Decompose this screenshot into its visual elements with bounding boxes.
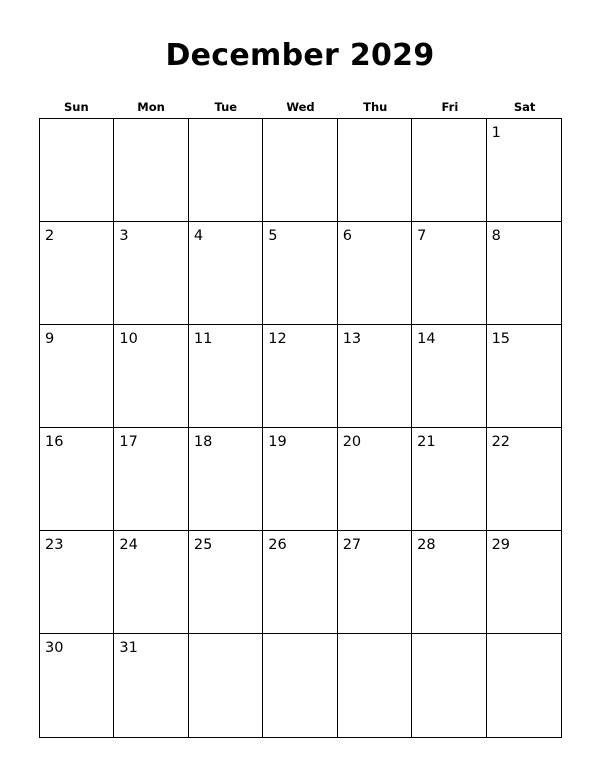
day-number: 8 (491, 228, 501, 244)
day-cell[interactable] (114, 428, 188, 531)
day-cell[interactable] (114, 634, 188, 737)
day-cell[interactable] (263, 325, 337, 428)
day-cell[interactable] (412, 222, 486, 325)
day-cell[interactable] (487, 428, 561, 531)
day-cell[interactable] (338, 531, 412, 634)
day-number: 5 (268, 228, 278, 244)
weekday-mon: Mon (137, 100, 165, 114)
day-number: 7 (417, 228, 427, 244)
day-cell[interactable] (189, 222, 263, 325)
day-number: 30 (45, 640, 64, 656)
weekday-header-row (39, 99, 562, 115)
day-cell[interactable] (263, 222, 337, 325)
day-cell[interactable] (338, 222, 412, 325)
day-number: 14 (417, 331, 436, 347)
day-cell[interactable] (189, 325, 263, 428)
day-number: 17 (119, 434, 138, 450)
day-number: 3 (119, 228, 129, 244)
day-cell[interactable] (412, 634, 486, 737)
day-cell[interactable] (263, 531, 337, 634)
day-cell[interactable] (412, 531, 486, 634)
day-number: 28 (417, 537, 436, 553)
day-cell[interactable] (263, 119, 337, 222)
day-cell[interactable] (412, 119, 486, 222)
weekday-sat: Sat (513, 100, 536, 114)
weekday-sun: Sun (64, 100, 89, 114)
day-cell[interactable] (338, 119, 412, 222)
day-cell[interactable] (189, 119, 263, 222)
day-number: 9 (45, 331, 55, 347)
day-cell[interactable] (114, 119, 188, 222)
day-cell[interactable] (487, 531, 561, 634)
day-cell[interactable] (40, 119, 114, 222)
day-number: 6 (342, 228, 352, 244)
day-cell[interactable] (338, 325, 412, 428)
day-number: 20 (342, 434, 362, 450)
day-cell[interactable] (412, 325, 486, 428)
day-cell[interactable] (40, 325, 114, 428)
day-cell[interactable] (40, 531, 114, 634)
day-cell[interactable] (40, 428, 114, 531)
day-cell[interactable] (338, 634, 412, 737)
day-cell[interactable] (487, 222, 561, 325)
day-cell[interactable] (487, 634, 561, 737)
day-number: 29 (491, 537, 511, 553)
day-number: 15 (491, 331, 511, 347)
day-cell[interactable] (412, 428, 486, 531)
calendar-title: December 2029 (165, 38, 435, 73)
day-number: 24 (119, 537, 138, 553)
day-number: 25 (193, 537, 213, 553)
day-number: 1 (491, 125, 501, 141)
day-number: 27 (342, 537, 362, 553)
weekday-wed: Wed (286, 100, 315, 114)
calendar-grid (39, 118, 562, 738)
day-cell[interactable] (189, 428, 263, 531)
day-cell[interactable] (114, 531, 188, 634)
day-number: 19 (268, 434, 287, 450)
day-number: 26 (268, 537, 287, 553)
day-cell[interactable] (487, 119, 561, 222)
day-cell[interactable] (114, 222, 188, 325)
day-number: 13 (342, 331, 362, 347)
day-number: 31 (119, 640, 138, 656)
day-number: 22 (491, 434, 511, 450)
day-number: 11 (193, 331, 213, 347)
day-cell[interactable] (263, 634, 337, 737)
day-cell[interactable] (189, 634, 263, 737)
day-cell[interactable] (40, 634, 114, 737)
day-number: 21 (417, 434, 436, 450)
day-cell[interactable] (189, 531, 263, 634)
day-number: 16 (45, 434, 64, 450)
day-cell[interactable] (263, 428, 337, 531)
day-number: 18 (193, 434, 213, 450)
day-cell[interactable] (487, 325, 561, 428)
day-number: 2 (45, 228, 55, 244)
day-cell[interactable] (114, 325, 188, 428)
day-number: 12 (268, 331, 287, 347)
day-cell[interactable] (40, 222, 114, 325)
weekday-fri: Fri (441, 100, 459, 114)
day-number: 10 (119, 331, 138, 347)
weekday-thu: Thu (363, 100, 388, 114)
day-number: 23 (45, 537, 64, 553)
weekday-tue: Tue (214, 100, 238, 114)
day-cell[interactable] (338, 428, 412, 531)
day-number: 4 (193, 228, 204, 244)
